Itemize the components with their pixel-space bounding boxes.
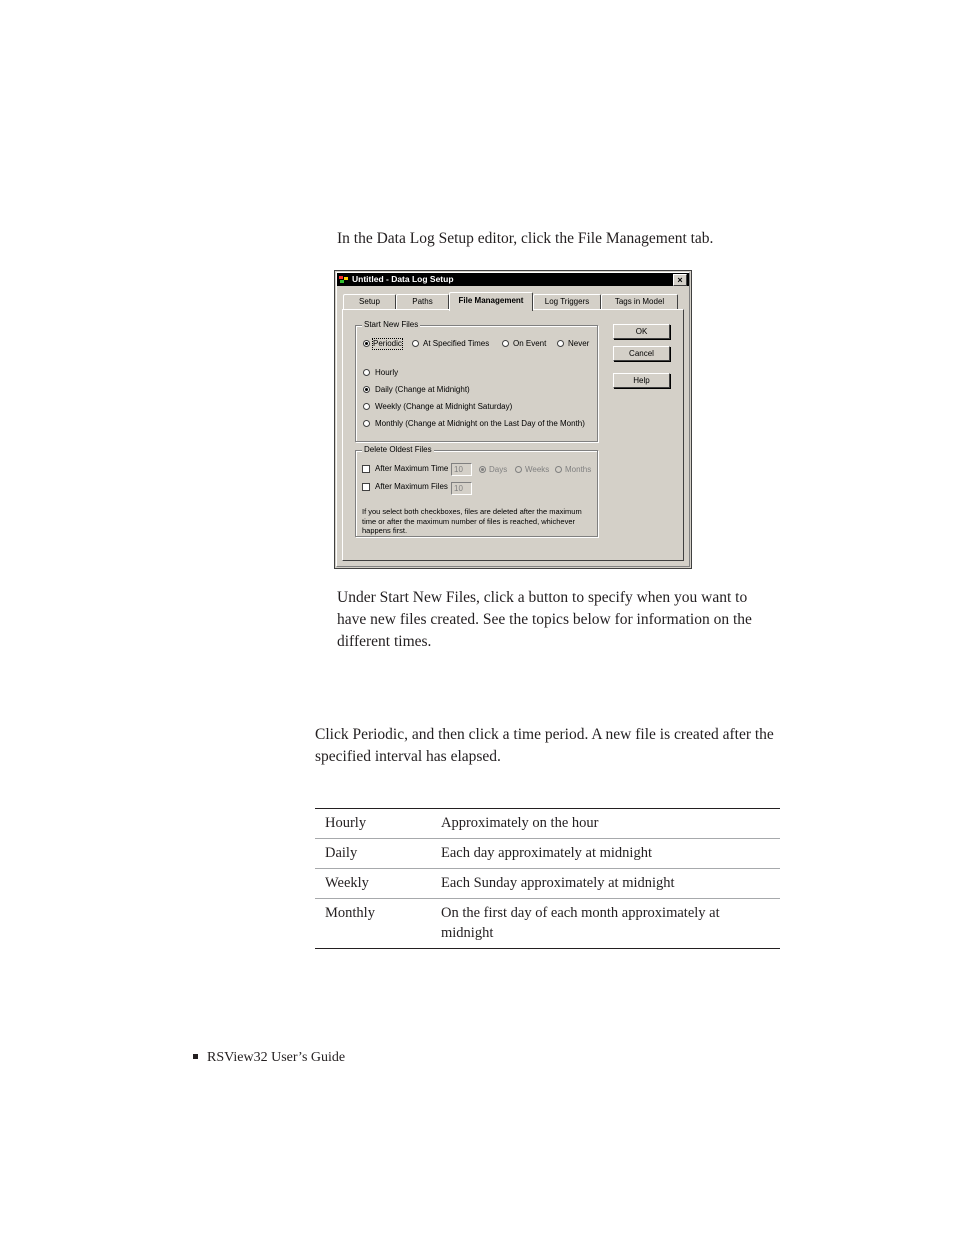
description-cell: On the first day of each month approximately at midnight [441,905,720,941]
tab-log-triggers[interactable]: Log Triggers [533,294,601,309]
delete-files-note: If you select both checkboxes, files are deleted after the maximum time or after the maximum number of files is reached, whichever happens first. [362,507,582,535]
never-label: Never [568,339,590,348]
help-button[interactable]: Help [613,373,670,388]
tab-file-management[interactable]: File Management [449,292,533,311]
delete-oldest-files-label: Delete Oldest Files [364,445,432,454]
weekly-radio[interactable] [363,403,370,410]
months-label: Months [565,465,592,474]
cancel-button[interactable]: Cancel [613,346,670,361]
table-row [315,899,780,949]
at-specified-times-radio[interactable] [412,340,419,347]
daily-radio[interactable] [363,386,370,393]
close-icon: × [677,275,683,285]
bullet-icon [193,1054,198,1059]
dialog-title: Untitled - Data Log Setup [352,274,454,284]
start-new-files-group [355,320,598,442]
daily-label: Daily (Change at Midnight) [375,385,470,394]
periodic-radio[interactable] [363,340,370,347]
weekly-label: Weekly (Change at Midnight Saturday) [375,402,513,411]
description-cell: Each day approximately at midnight [441,845,652,861]
days-radio[interactable] [479,466,486,473]
intro-paragraph: In the Data Log Setup editor, click the File Management tab. [337,230,714,247]
after-maximum-files-checkbox[interactable] [362,483,370,491]
after-maximum-time-label: After Maximum Time [375,464,449,473]
tab-setup[interactable]: Setup [343,294,396,309]
table-row [315,809,780,839]
weeks-label: Weeks [525,465,550,474]
close-button[interactable] [673,274,687,286]
maximum-files-input[interactable]: 10 [451,482,472,495]
description-cell: Each Sunday approximately at midnight [441,875,675,891]
monthly-radio[interactable] [363,420,370,427]
periodic-paragraph: Click Periodic, and then click a time period. A new file is created after the specified interval has elapsed. [315,726,774,765]
file-management-panel [342,309,684,561]
days-label: Days [489,465,508,474]
weeks-radio[interactable] [515,466,522,473]
app-icon [339,276,348,283]
hourly-radio[interactable] [363,369,370,376]
dialog-titlebar [337,273,689,286]
delete-oldest-files-group [355,445,598,537]
months-radio[interactable] [555,466,562,473]
at-specified-times-label: At Specified Times [423,339,490,348]
ok-button[interactable]: OK [613,324,670,339]
data-log-setup-dialog [334,270,692,569]
period-cell: Monthly [325,905,375,921]
hourly-label: Hourly [375,368,399,377]
monthly-label: Monthly (Change at Midnight on the Last Day of the Month) [375,419,585,428]
tab-tags-in-model[interactable]: Tags in Model [601,294,678,309]
period-cell: Weekly [325,875,369,891]
page-footer [193,1048,345,1068]
footer-text: RSView32 User’s Guide [207,1050,346,1065]
never-radio[interactable] [557,340,564,347]
period-cell: Daily [325,845,358,861]
table-row [315,839,780,869]
tab-paths[interactable]: Paths [396,294,449,309]
on-event-radio[interactable] [502,340,509,347]
period-table [315,808,780,949]
after-maximum-time-checkbox[interactable] [362,465,370,473]
period-cell: Hourly [325,815,367,831]
start-new-files-paragraph: Under Start New Files, click a button to specify when you want to have new files created. See the topics below for information on the different times. [337,589,752,650]
on-event-label: On Event [513,339,547,348]
table-row [315,869,780,899]
description-cell: Approximately on the hour [441,815,599,831]
after-maximum-files-label: After Maximum Files [375,482,448,491]
start-new-files-label: Start New Files [364,320,419,329]
maximum-time-input[interactable]: 10 [451,463,472,476]
periodic-label: Periodic [373,339,402,348]
